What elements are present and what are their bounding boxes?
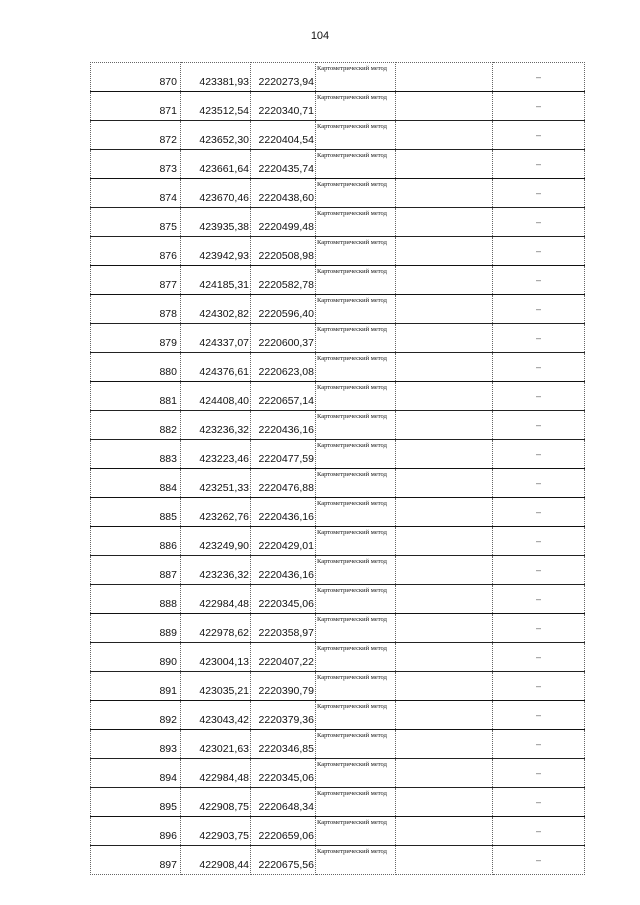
point-number-cell	[91, 759, 181, 788]
y-coordinate-cell	[251, 179, 316, 208]
x-coordinate-cell	[181, 730, 251, 759]
empty-cell	[396, 672, 493, 701]
x-coordinate-cell-text: 423043,42	[199, 714, 249, 726]
x-coordinate-cell	[181, 324, 251, 353]
table-row	[91, 585, 585, 614]
coordinates-table-body	[91, 63, 585, 875]
point-number-cell-text: 870	[159, 76, 177, 88]
point-number-cell	[91, 208, 181, 237]
y-coordinate-cell	[251, 150, 316, 179]
point-number-cell-text: 872	[159, 134, 177, 146]
point-number-cell-text: 875	[159, 221, 177, 233]
point-number-cell-text: 883	[159, 453, 177, 465]
y-coordinate-cell	[251, 846, 316, 875]
method-cell: Картометрический метод	[316, 701, 396, 730]
method-cell: Картометрический метод	[316, 672, 396, 701]
table-row	[91, 672, 585, 701]
point-number-cell	[91, 121, 181, 150]
table-row	[91, 846, 585, 875]
note-cell: –	[493, 295, 585, 324]
empty-cell	[396, 556, 493, 585]
empty-cell	[396, 295, 493, 324]
method-cell: Картометрический метод	[316, 121, 396, 150]
table-row	[91, 266, 585, 295]
point-number-cell-text: 896	[159, 830, 177, 842]
note-cell: –	[493, 63, 585, 92]
x-coordinate-cell	[181, 179, 251, 208]
point-number-cell	[91, 730, 181, 759]
y-coordinate-cell	[251, 556, 316, 585]
empty-cell	[396, 817, 493, 846]
x-coordinate-cell-text: 423035,21	[199, 685, 249, 697]
table-row	[91, 237, 585, 266]
table-row	[91, 498, 585, 527]
note-cell: –	[493, 440, 585, 469]
table-row	[91, 353, 585, 382]
y-coordinate-cell	[251, 92, 316, 121]
y-coordinate-cell	[251, 440, 316, 469]
table-row	[91, 411, 585, 440]
point-number-cell-text: 892	[159, 714, 177, 726]
note-cell: –	[493, 556, 585, 585]
method-cell: Картометрический метод	[316, 643, 396, 672]
table-row	[91, 701, 585, 730]
point-number-cell	[91, 614, 181, 643]
point-number-cell	[91, 63, 181, 92]
note-cell: –	[493, 614, 585, 643]
method-cell: Картометрический метод	[316, 237, 396, 266]
table-row	[91, 208, 585, 237]
y-coordinate-cell-text: 2220345,06	[258, 772, 314, 784]
y-coordinate-cell-text: 2220582,78	[258, 279, 314, 291]
x-coordinate-cell	[181, 556, 251, 585]
table-row	[91, 788, 585, 817]
empty-cell	[396, 846, 493, 875]
y-coordinate-cell-text: 2220675,56	[258, 859, 314, 871]
x-coordinate-cell	[181, 121, 251, 150]
method-cell: Картометрический метод	[316, 730, 396, 759]
x-coordinate-cell-text: 424376,61	[199, 366, 249, 378]
point-number-cell-text: 879	[159, 337, 177, 349]
note-cell: –	[493, 324, 585, 353]
table-row	[91, 150, 585, 179]
point-number-cell-text: 886	[159, 540, 177, 552]
page-number: 104	[310, 30, 330, 42]
y-coordinate-cell	[251, 295, 316, 324]
empty-cell	[396, 63, 493, 92]
empty-cell	[396, 730, 493, 759]
point-number-cell-text: 878	[159, 308, 177, 320]
note-cell: –	[493, 411, 585, 440]
x-coordinate-cell-text: 422984,48	[199, 772, 249, 784]
y-coordinate-cell-text: 2220345,06	[258, 598, 314, 610]
x-coordinate-cell	[181, 817, 251, 846]
table-row	[91, 614, 585, 643]
y-coordinate-cell	[251, 266, 316, 295]
empty-cell	[396, 585, 493, 614]
method-cell: Картометрический метод	[316, 817, 396, 846]
y-coordinate-cell-text: 2220499,48	[258, 221, 314, 233]
point-number-cell-text: 890	[159, 656, 177, 668]
point-number-cell-text: 894	[159, 772, 177, 784]
y-coordinate-cell	[251, 527, 316, 556]
method-cell: Картометрический метод	[316, 411, 396, 440]
point-number-cell-text: 893	[159, 743, 177, 755]
coordinates-table	[90, 62, 585, 875]
x-coordinate-cell-text: 423236,32	[199, 569, 249, 581]
y-coordinate-cell-text: 2220657,14	[258, 395, 314, 407]
note-cell: –	[493, 585, 585, 614]
x-coordinate-cell	[181, 63, 251, 92]
empty-cell	[396, 121, 493, 150]
x-coordinate-cell-text: 423249,90	[199, 540, 249, 552]
note-cell: –	[493, 469, 585, 498]
note-cell: –	[493, 846, 585, 875]
x-coordinate-cell	[181, 788, 251, 817]
point-number-cell-text: 877	[159, 279, 177, 291]
x-coordinate-cell	[181, 411, 251, 440]
note-cell: –	[493, 179, 585, 208]
table-row	[91, 382, 585, 411]
note-cell: –	[493, 266, 585, 295]
note-cell: –	[493, 817, 585, 846]
empty-cell	[396, 701, 493, 730]
x-coordinate-cell-text: 422908,75	[199, 801, 249, 813]
method-cell: Картометрический метод	[316, 150, 396, 179]
point-number-cell-text: 888	[159, 598, 177, 610]
empty-cell	[396, 643, 493, 672]
y-coordinate-cell	[251, 237, 316, 266]
point-number-cell	[91, 498, 181, 527]
point-number-cell-text: 897	[159, 859, 177, 871]
y-coordinate-cell	[251, 730, 316, 759]
note-cell: –	[493, 730, 585, 759]
y-coordinate-cell-text: 2220436,16	[258, 511, 314, 523]
x-coordinate-cell-text: 423004,13	[199, 656, 249, 668]
method-cell: Картометрический метод	[316, 498, 396, 527]
y-coordinate-cell	[251, 498, 316, 527]
y-coordinate-cell	[251, 469, 316, 498]
y-coordinate-cell	[251, 63, 316, 92]
y-coordinate-cell-text: 2220273,94	[258, 76, 314, 88]
method-cell: Картометрический метод	[316, 469, 396, 498]
x-coordinate-cell	[181, 585, 251, 614]
note-cell: –	[493, 759, 585, 788]
y-coordinate-cell-text: 2220508,98	[258, 250, 314, 262]
table-row	[91, 324, 585, 353]
x-coordinate-cell	[181, 92, 251, 121]
point-number-cell	[91, 382, 181, 411]
x-coordinate-cell	[181, 440, 251, 469]
y-coordinate-cell	[251, 788, 316, 817]
note-cell: –	[493, 672, 585, 701]
table-row	[91, 179, 585, 208]
x-coordinate-cell	[181, 498, 251, 527]
x-coordinate-cell-text: 423512,54	[199, 105, 249, 117]
point-number-cell-text: 889	[159, 627, 177, 639]
y-coordinate-cell-text: 2220340,71	[258, 105, 314, 117]
point-number-cell	[91, 846, 181, 875]
point-number-cell	[91, 817, 181, 846]
method-cell: Картометрический метод	[316, 266, 396, 295]
x-coordinate-cell-text: 423661,64	[199, 163, 249, 175]
point-number-cell-text: 876	[159, 250, 177, 262]
table-row	[91, 440, 585, 469]
x-coordinate-cell	[181, 846, 251, 875]
point-number-cell	[91, 469, 181, 498]
method-cell: Картометрический метод	[316, 208, 396, 237]
y-coordinate-cell-text: 2220623,08	[258, 366, 314, 378]
point-number-cell-text: 880	[159, 366, 177, 378]
method-cell: Картометрический метод	[316, 759, 396, 788]
y-coordinate-cell	[251, 759, 316, 788]
y-coordinate-cell-text: 2220477,59	[258, 453, 314, 465]
empty-cell	[396, 208, 493, 237]
y-coordinate-cell	[251, 672, 316, 701]
table-row	[91, 63, 585, 92]
note-cell: –	[493, 527, 585, 556]
point-number-cell-text: 891	[159, 685, 177, 697]
empty-cell	[396, 382, 493, 411]
point-number-cell	[91, 411, 181, 440]
y-coordinate-cell	[251, 324, 316, 353]
table-row	[91, 556, 585, 585]
x-coordinate-cell-text: 423236,32	[199, 424, 249, 436]
y-coordinate-cell	[251, 817, 316, 846]
point-number-cell-text: 887	[159, 569, 177, 581]
table-row	[91, 643, 585, 672]
method-cell: Картометрический метод	[316, 324, 396, 353]
empty-cell	[396, 498, 493, 527]
y-coordinate-cell-text: 2220404,54	[258, 134, 314, 146]
x-coordinate-cell-text: 423935,38	[199, 221, 249, 233]
point-number-cell	[91, 440, 181, 469]
note-cell: –	[493, 208, 585, 237]
y-coordinate-cell-text: 2220438,60	[258, 192, 314, 204]
y-coordinate-cell	[251, 585, 316, 614]
x-coordinate-cell-text: 424185,31	[199, 279, 249, 291]
method-cell: Картометрический метод	[316, 440, 396, 469]
x-coordinate-cell	[181, 614, 251, 643]
x-coordinate-cell	[181, 353, 251, 382]
point-number-cell	[91, 295, 181, 324]
method-cell: Картометрический метод	[316, 353, 396, 382]
method-cell: Картометрический метод	[316, 179, 396, 208]
empty-cell	[396, 614, 493, 643]
x-coordinate-cell-text: 422903,75	[199, 830, 249, 842]
x-coordinate-cell	[181, 295, 251, 324]
note-cell: –	[493, 498, 585, 527]
empty-cell	[396, 759, 493, 788]
method-cell: Картометрический метод	[316, 585, 396, 614]
note-cell: –	[493, 353, 585, 382]
x-coordinate-cell-text: 423021,63	[199, 743, 249, 755]
y-coordinate-cell	[251, 643, 316, 672]
point-number-cell	[91, 788, 181, 817]
x-coordinate-cell	[181, 759, 251, 788]
point-number-cell-text: 871	[159, 105, 177, 117]
empty-cell	[396, 92, 493, 121]
method-cell: Картометрический метод	[316, 614, 396, 643]
y-coordinate-cell-text: 2220358,97	[258, 627, 314, 639]
y-coordinate-cell-text: 2220436,16	[258, 424, 314, 436]
empty-cell	[396, 411, 493, 440]
x-coordinate-cell	[181, 382, 251, 411]
y-coordinate-cell-text: 2220659,06	[258, 830, 314, 842]
x-coordinate-cell	[181, 643, 251, 672]
x-coordinate-cell-text: 423942,93	[199, 250, 249, 262]
x-coordinate-cell	[181, 208, 251, 237]
x-coordinate-cell-text: 422978,62	[199, 627, 249, 639]
note-cell: –	[493, 701, 585, 730]
y-coordinate-cell-text: 2220476,88	[258, 482, 314, 494]
x-coordinate-cell-text: 423670,46	[199, 192, 249, 204]
point-number-cell	[91, 150, 181, 179]
empty-cell	[396, 353, 493, 382]
empty-cell	[396, 237, 493, 266]
empty-cell	[396, 324, 493, 353]
empty-cell	[396, 440, 493, 469]
point-number-cell	[91, 237, 181, 266]
method-cell: Картометрический метод	[316, 527, 396, 556]
y-coordinate-cell	[251, 208, 316, 237]
y-coordinate-cell-text: 2220379,36	[258, 714, 314, 726]
point-number-cell-text: 873	[159, 163, 177, 175]
point-number-cell	[91, 266, 181, 295]
x-coordinate-cell-text: 424337,07	[199, 337, 249, 349]
x-coordinate-cell-text: 423251,33	[199, 482, 249, 494]
point-number-cell-text: 884	[159, 482, 177, 494]
note-cell: –	[493, 788, 585, 817]
y-coordinate-cell-text: 2220648,34	[258, 801, 314, 813]
y-coordinate-cell	[251, 614, 316, 643]
point-number-cell	[91, 585, 181, 614]
x-coordinate-cell	[181, 672, 251, 701]
y-coordinate-cell-text: 2220390,79	[258, 685, 314, 697]
y-coordinate-cell-text: 2220435,74	[258, 163, 314, 175]
note-cell: –	[493, 643, 585, 672]
point-number-cell	[91, 324, 181, 353]
x-coordinate-cell-text: 422984,48	[199, 598, 249, 610]
note-cell: –	[493, 150, 585, 179]
point-number-cell	[91, 179, 181, 208]
empty-cell	[396, 788, 493, 817]
table-row	[91, 295, 585, 324]
empty-cell	[396, 527, 493, 556]
table-row	[91, 469, 585, 498]
point-number-cell-text: 895	[159, 801, 177, 813]
note-cell: –	[493, 92, 585, 121]
table-row	[91, 817, 585, 846]
x-coordinate-cell-text: 423652,30	[199, 134, 249, 146]
empty-cell	[396, 150, 493, 179]
point-number-cell-text: 881	[159, 395, 177, 407]
note-cell: –	[493, 121, 585, 150]
point-number-cell-text: 882	[159, 424, 177, 436]
x-coordinate-cell-text: 424302,82	[199, 308, 249, 320]
point-number-cell	[91, 701, 181, 730]
point-number-cell	[91, 672, 181, 701]
x-coordinate-cell	[181, 237, 251, 266]
point-number-cell	[91, 527, 181, 556]
y-coordinate-cell-text: 2220600,37	[258, 337, 314, 349]
y-coordinate-cell-text: 2220429,01	[258, 540, 314, 552]
point-number-cell	[91, 556, 181, 585]
y-coordinate-cell	[251, 353, 316, 382]
table-row	[91, 92, 585, 121]
point-number-cell-text: 885	[159, 511, 177, 523]
y-coordinate-cell	[251, 382, 316, 411]
point-number-cell-text: 874	[159, 192, 177, 204]
point-number-cell	[91, 92, 181, 121]
y-coordinate-cell-text: 2220436,16	[258, 569, 314, 581]
y-coordinate-cell-text: 2220407,22	[258, 656, 314, 668]
y-coordinate-cell-text: 2220596,40	[258, 308, 314, 320]
table-row	[91, 759, 585, 788]
point-number-cell	[91, 353, 181, 382]
x-coordinate-cell-text: 423262,76	[199, 511, 249, 523]
y-coordinate-cell	[251, 121, 316, 150]
table-row	[91, 527, 585, 556]
empty-cell	[396, 179, 493, 208]
table-row	[91, 730, 585, 759]
note-cell: –	[493, 382, 585, 411]
x-coordinate-cell-text: 424408,40	[199, 395, 249, 407]
method-cell: Картометрический метод	[316, 788, 396, 817]
x-coordinate-cell	[181, 266, 251, 295]
method-cell: Картометрический метод	[316, 92, 396, 121]
x-coordinate-cell-text: 423223,46	[199, 453, 249, 465]
empty-cell	[396, 266, 493, 295]
x-coordinate-cell	[181, 469, 251, 498]
y-coordinate-cell	[251, 701, 316, 730]
x-coordinate-cell-text: 422908,44	[199, 859, 249, 871]
y-coordinate-cell-text: 2220346,85	[258, 743, 314, 755]
x-coordinate-cell-text: 423381,93	[199, 76, 249, 88]
y-coordinate-cell	[251, 411, 316, 440]
method-cell: Картометрический метод	[316, 556, 396, 585]
empty-cell	[396, 469, 493, 498]
x-coordinate-cell	[181, 150, 251, 179]
note-cell: –	[493, 237, 585, 266]
method-cell: Картометрический метод	[316, 63, 396, 92]
table-row	[91, 121, 585, 150]
method-cell: Картометрический метод	[316, 382, 396, 411]
x-coordinate-cell	[181, 527, 251, 556]
point-number-cell	[91, 643, 181, 672]
method-cell: Картометрический метод	[316, 295, 396, 324]
method-cell: Картометрический метод	[316, 846, 396, 875]
x-coordinate-cell	[181, 701, 251, 730]
